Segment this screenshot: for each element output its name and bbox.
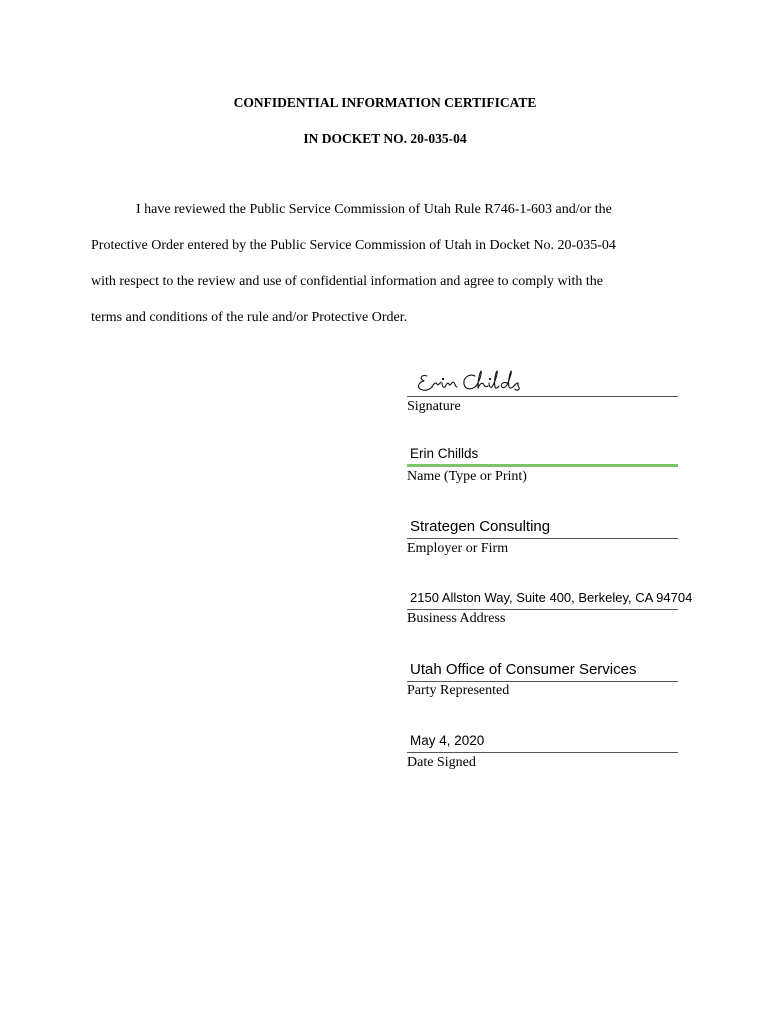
docket-number: IN DOCKET NO. 20-035-04	[303, 131, 467, 146]
body-line-1: I have reviewed the Public Service Commission of Utah Rule R746-1-603 and/or the	[136, 202, 612, 217]
name-label: Name (Type or Print)	[407, 469, 527, 484]
body-line-4: terms and conditions of the rule and/or Protective Order.	[91, 310, 408, 325]
date-label: Date Signed	[407, 755, 476, 770]
signature-label: Signature	[407, 399, 461, 414]
date-value: May 4, 2020	[410, 733, 485, 748]
date-line	[407, 752, 678, 753]
body-line-2: Protective Order entered by the Public Service Commission of Utah in Docket No. 20-035-04	[91, 238, 616, 253]
party-line	[407, 681, 678, 682]
address-value: 2150 Allston Way, Suite 400, Berkeley, CA 94704	[410, 590, 693, 605]
employer-label: Employer or Firm	[407, 541, 509, 556]
name-value: Erin Chillds	[410, 446, 479, 461]
address-label: Business Address	[407, 611, 506, 626]
body-line-3: with respect to the review and use of confidential information and agree to comply with the	[91, 274, 604, 289]
name-line-active	[407, 464, 678, 467]
party-label: Party Represented	[407, 683, 510, 698]
signature-line	[407, 396, 678, 397]
employer-value: Strategen Consulting	[410, 518, 551, 535]
address-line	[407, 609, 678, 610]
employer-line	[407, 538, 678, 539]
party-value: Utah Office of Consumer Services	[410, 661, 637, 678]
signature-image	[415, 368, 545, 398]
document-title: CONFIDENTIAL INFORMATION CERTIFICATE	[233, 95, 537, 110]
